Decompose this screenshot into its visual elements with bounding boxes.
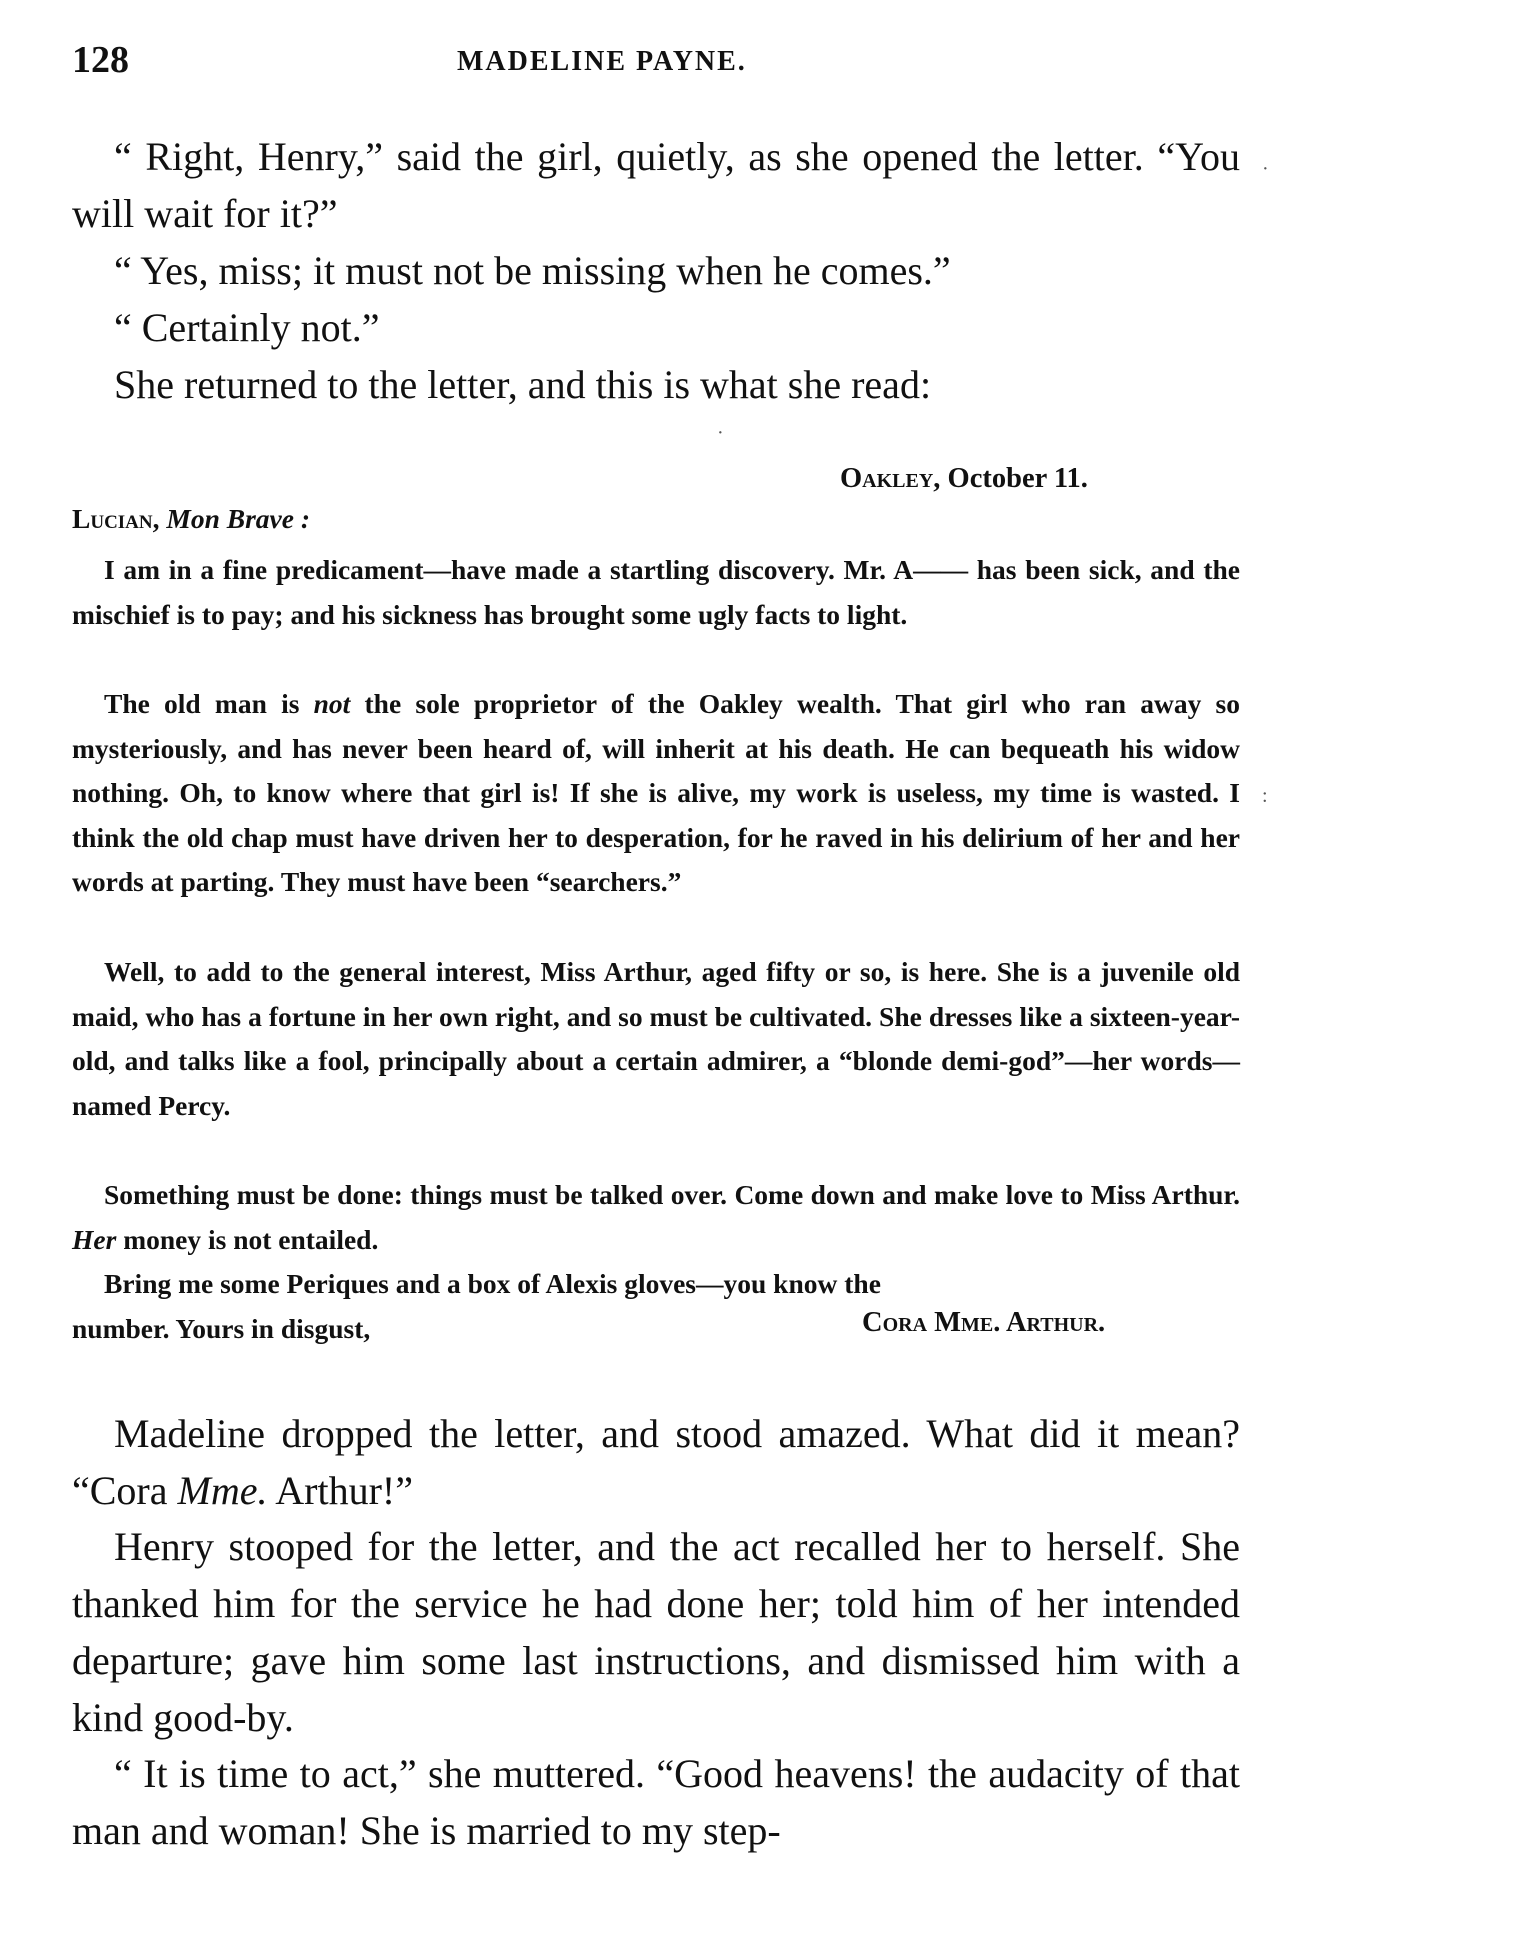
page-header [72,38,1252,88]
letter-date: October 11. [940,463,1088,494]
letter-paragraph-5-line-1: Bring me some Periques and a box of Alexis gloves—you know the [104,1268,881,1299]
print-speck: · [1262,158,1269,180]
p5-text-b: Arthur!” [267,1468,413,1513]
print-speck: : [1262,785,1268,807]
p5-emphasis: Mme. [177,1468,268,1513]
letter-paragraph-1: I am in a fine predicament—have made a startling discovery. Mr. A—— has been sick, and the mischief is to pay; and his sickness has brought some ugly facts to light. [72,554,1240,630]
letter-p2-text-b: the sole proprietor of the Oakley wealth. That girl who ran away so mysteriously, and has never been heard of, will inherit at his death. He can bequeath his widow nothing. Oh, to know where that girl is! If she is alive, my work is useless, my time is wasted. I think the old chap must have driven her to desperation, for he raved in his delirium of her and her words at parting. They must have been “searchers.” [72,688,1240,897]
paragraph-3: “ Certainly not.” [114,305,380,350]
letter-p2-emphasis: not [313,688,351,719]
letter-p2-text-a: The old man is [104,688,314,719]
letter-place: Oakley, [840,463,941,494]
letter-signature: Cora Mme. Arthur. [862,1307,1106,1338]
letter-paragraph-3: Well, to add to the general interest, Miss Arthur, aged fifty or so, is here. She is a juvenile old maid, who has a fortune in her own right, and so must be cultivated. She dresses like a sixteen-year-old, and talks like a fool, principally about a certain admirer, a “blonde demi-god”—her words—named Percy. [72,956,1240,1121]
paragraph-2: “ Yes, miss; it must not be missing when he comes.” [114,248,951,293]
paragraph-7: “ It is time to act,” she muttered. “Good heavens! the audacity of that man and woman! She is married to my step- [72,1751,1240,1853]
paragraph-4: She returned to the letter, and this is what she read: [114,362,932,407]
running-title: MADELINE PAYNE. [457,46,747,77]
page-number: 128 [72,39,129,81]
p5-text-a: Madeline dropped the letter, and stood amazed. What did it mean? “Cora [72,1411,1240,1513]
letter-p4-emphasis: Her [72,1223,117,1255]
letter-p4-text-a: Something must be done: things must be talked over. Come down and make love to Miss Arthur. [104,1179,1240,1210]
salutation-name: Lucian, [72,503,160,534]
paragraph-1: “ Right, Henry,” said the girl, quietly, as she opened the letter. “You will wait for it?” [72,134,1240,236]
paragraph-5 [72,1405,1240,1519]
letter-paragraph-5-line-2: number. Yours in disgust, [72,1313,371,1344]
letter-paragraph-4 [72,1173,1240,1262]
letter-paragraph-2 [72,682,1240,905]
print-speck: · [717,422,724,444]
salutation-rest: Mon Brave : [159,503,310,534]
letter-p4-text-b: money is not entailed. [116,1223,379,1255]
letter-salutation [72,497,1240,542]
paragraph-6: Henry stooped for the letter, and the act recalled her to herself. She thanked him for the service he had done her; told him of her intended departure; gave him some last instructions, and dismissed him with a kind good-by. [72,1524,1240,1740]
letter-dateline [840,463,1088,495]
